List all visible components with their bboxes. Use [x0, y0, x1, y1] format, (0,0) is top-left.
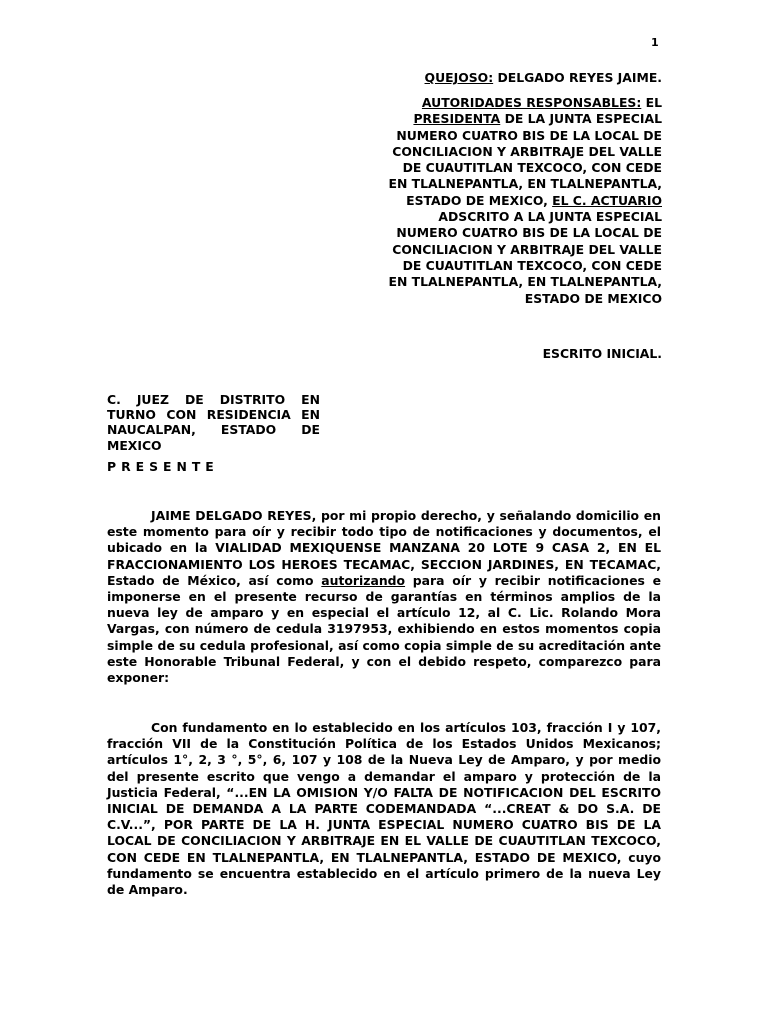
quejoso-label: QUEJOSO:: [424, 70, 494, 85]
paragraph-1-part-1: JAIME DELGADO REYES, por mi propio derecho, y señalando domicilio en este momento para oír y recibir todo tipo de notificaciones y documentos, el ubicado en la VIALIDAD MEXIQUENSE MANZANA 20 LOTE 9 CASA 2, EN EL FRACCIONAMIENTO LOS HEROES TECAMAC, SECCION JARDINES, EN TECAMAC, Estado de México, así como: [107, 508, 661, 588]
autoridades-text-2: ADSCRITO A LA JUNTA ESPECIAL NUMERO CUATRO BIS DE LA LOCAL DE CONCILIACION Y ARBITRAJE DEL VALLE DE CUAUTITLAN TEXCOCO, CON CEDE EN TLALNEPANTLA, EN TLALNEPANTLA, ESTADO DE MEXICO: [388, 209, 662, 306]
page-number: 1: [651, 36, 659, 49]
presidenta-label: PRESIDENTA: [413, 111, 501, 127]
autoridades-block: [388, 95, 662, 307]
paragraph-2: Con fundamento en lo establecido en los artículos 103, fracción I y 107, fracción VII de la Constitución Política de los Estados Unidos Mexicanos; artículos 1°, 2, 3 °, 5°, 6, 107 y 108 de la Nueva Ley de Amparo, y por medio del presente escrito que vengo a demandar el amparo y protección de la Justicia Federal, “...EN LA OMISION Y/O FALTA DE NOTIFICACION DEL ESCRITO INICIAL DE DEMANDA A LA PARTE CODEMANDADA “...CREAT & DO S.A. DE C.V...”, POR PARTE DE LA H. JUNTA ESPECIAL NUMERO CUATRO BIS DE LA LOCAL DE CONCILIACION Y ARBITRAJE EN EL VALLE DE CUAUTITLAN TEXCOCO, CON CEDE EN TLALNEPANTLA, EN TLALNEPANTLA, ESTADO DE MEXICO, cuyo fundamento se encuentra establecido en el artículo primero de la nueva Ley de Amparo.: [107, 720, 661, 898]
escrito-inicial: ESCRITO INICIAL.: [542, 346, 662, 361]
autoridades-text-1: DE LA JUNTA ESPECIAL NUMERO CUATRO BIS DE LA LOCAL DE CONCILIACION Y ARBITRAJE DEL VALLE DE CUAUTITLAN TEXCOCO, CON CEDE EN TLALNEPANTLA, EN TLALNEPANTLA, ESTADO DE MEXICO,: [388, 111, 662, 208]
quejoso-line: [388, 70, 662, 86]
autoridades-el: EL: [641, 95, 662, 110]
autoridades-label: AUTORIDADES RESPONSABLES:: [421, 95, 642, 110]
autorizando-word: autorizando: [321, 572, 406, 588]
addressee-juez: C. JUEZ DE DISTRITO EN TURNO CON RESIDENCIA EN NAUCALPAN, ESTADO DE MEXICO: [107, 392, 320, 453]
paragraph-1: [107, 508, 661, 686]
presente-heading: PRESENTE: [107, 459, 219, 474]
quejoso-value: DELGADO REYES JAIME.: [493, 70, 662, 85]
paragraph-1-part-2: para oír y recibir notificaciones e imponerse en el presente recurso de garantías en términos amplios de la nueva ley de amparo y en especial el artículo 12, al C. Lic. Rolando Mora Vargas, con número de cedula 3197953, exhibiendo en estos momentos copia simple de su cedula profesional, así como copia simple de su acreditación ante este Honorable Tribunal Federal, y con el debido respeto, comparezco para exponer:: [107, 572, 661, 686]
actuario-label: EL C. ACTUARIO: [552, 192, 662, 208]
